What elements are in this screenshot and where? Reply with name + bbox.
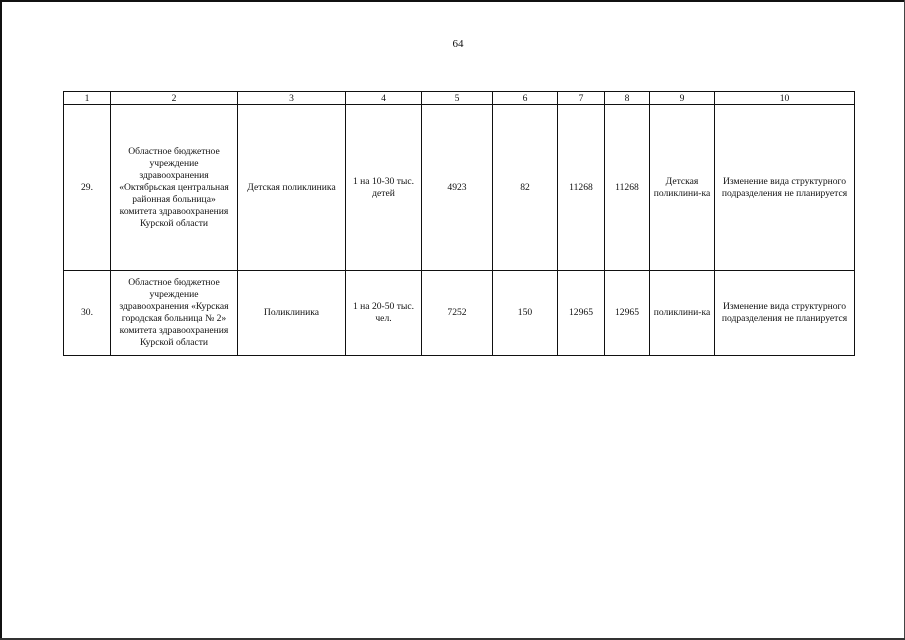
column-header: 3 [238,92,346,105]
norm-cell: 1 на 20-50 тыс. чел. [346,271,422,356]
value-cell: 7252 [422,271,493,356]
table-header-row [64,92,855,105]
column-header: 9 [650,92,715,105]
type-cell: Детская поликлини-ка [650,105,715,271]
norm-cell: 1 на 10-30 тыс. детей [346,105,422,271]
value-cell: 150 [493,271,558,356]
institution-text: Областное бюджетное учреждение здравоохранения «Октябрьская центральная районная больница» комитета здравоохранения Курской области [119,145,229,229]
value-cell: 11268 [558,105,605,271]
scan-edge-left [0,0,2,640]
row-number-cell: 30. [64,271,111,356]
data-table [63,91,855,356]
column-header: 10 [715,92,855,105]
row-number-cell: 29. [64,105,111,271]
institution-cell [111,271,238,356]
column-header: 7 [558,92,605,105]
type-cell: поликлини-ка [650,271,715,356]
column-header: 5 [422,92,493,105]
value-cell: 12965 [605,271,650,356]
note-cell: Изменение вида структурного подразделения не планируется [715,271,855,356]
scan-edge-top [0,0,905,2]
column-header: 1 [64,92,111,105]
value-cell: 11268 [605,105,650,271]
value-cell: 82 [493,105,558,271]
value-cell: 4923 [422,105,493,271]
column-header: 6 [493,92,558,105]
column-header: 8 [605,92,650,105]
column-header: 2 [111,92,238,105]
page-number: 64 [452,38,464,50]
column-header: 4 [346,92,422,105]
institution-text: Областное бюджетное учреждение здравоохранения «Курская городская больница № 2» комитета здравоохранения Курской области [119,277,229,348]
note-cell: Изменение вида структурного подразделения не планируется [715,105,855,271]
institution-cell [111,105,238,271]
table-row [64,271,855,356]
unit-cell: Детская поликлиника [238,105,346,271]
table-row [64,105,855,271]
unit-cell: Поликлиника [238,271,346,356]
value-cell: 12965 [558,271,605,356]
